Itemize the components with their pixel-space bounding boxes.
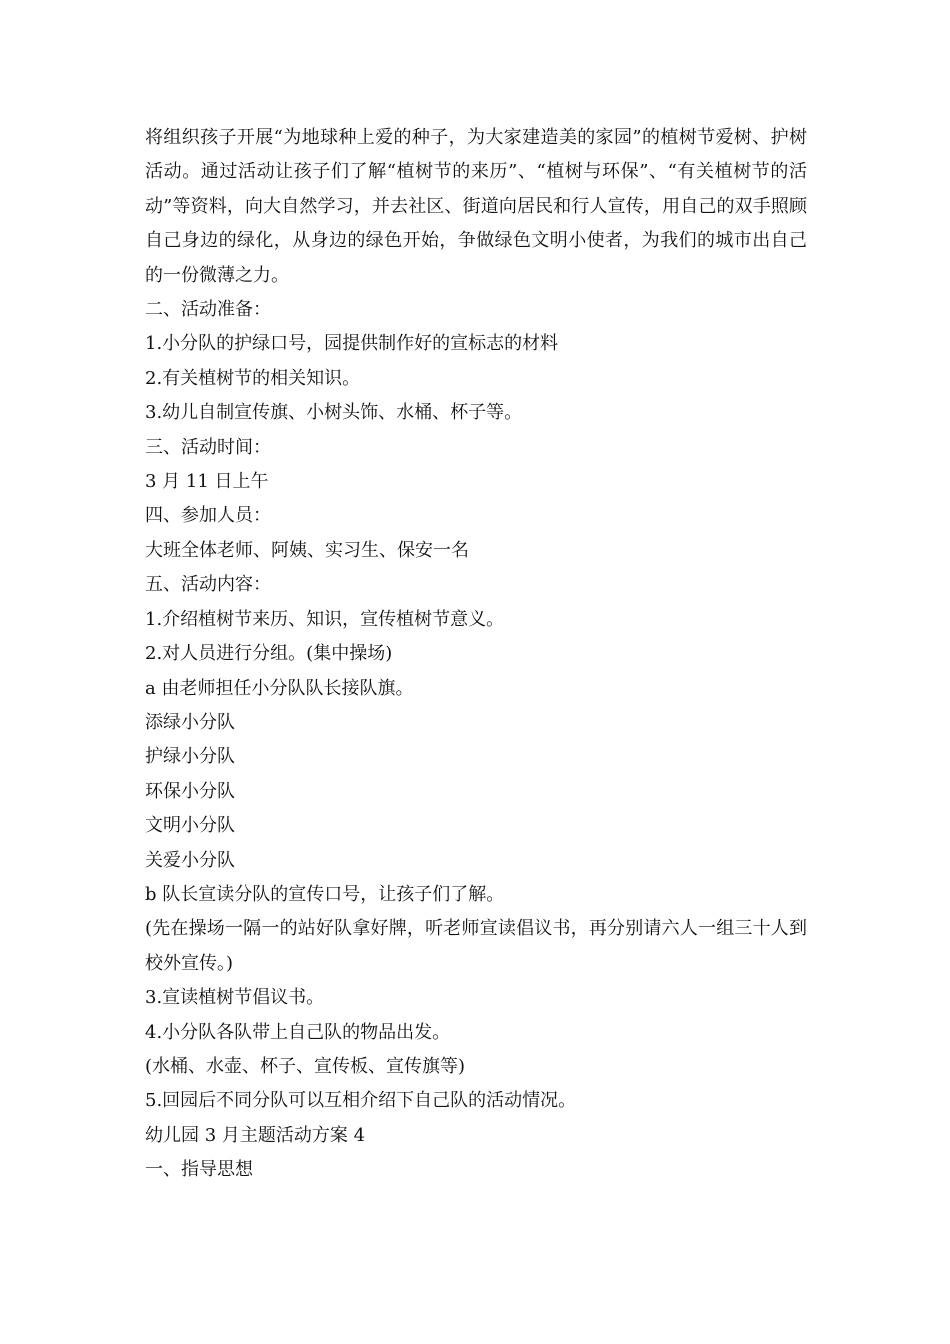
section-heading-participants: 四、参加人员： [145,505,271,527]
team-name: 环保小分队 [145,780,235,802]
plan-title: 幼儿园 3 月主题活动方案 4 [145,1124,366,1146]
list-item: 1.介绍植树节来历、知识，宣传植树节意义。 [145,608,505,630]
section-heading-guiding-ideas: 一、指导思想 [145,1159,253,1181]
list-item: b 队长宣读分队的宣传口号，让孩子们了解。 [145,883,505,905]
document-body [145,121,807,1188]
list-item: 2.对人员进行分组。(集中操场) [145,643,393,665]
list-item: 3.宣读植树节倡议书。 [145,987,325,1009]
list-item: 3.幼儿自制宣传旗、小树头饰、水桶、杯子等。 [145,402,523,424]
list-item: a 由老师担任小分队队长接队旗。 [145,677,414,699]
list-item: 5.回园后不同分队可以互相介绍下自己队的活动情况。 [145,1090,577,1112]
list-item: 2.有关植树节的相关知识。 [145,367,361,389]
team-name: 文明小分队 [145,815,235,837]
line-list-after [145,981,807,1187]
section-heading-preparation: 二、活动准备： [145,299,271,321]
team-name: 关爱小分队 [145,849,235,871]
line-list [145,293,807,912]
list-item: 1.小分队的护绿口号，园提供制作好的宣标志的材料 [145,333,559,355]
note-paragraph: (先在操场一隔一的站好队拿好牌，听老师宣读倡议书，再分别请六人一组三十人到校外宣传。) [145,918,807,974]
intro-paragraph: 将组织孩子开展“为地球种上爱的种子，为大家建造美的家园”的植树节爱树、护树活动。通过活动让孩子们了解“植树节的来历”、“植树与环保”、“有关植树节的活动”等资料，向大自然学习，并去社区、街道向居民和行人宣传，用自己的双手照顾自己身边的绿化，从身边的绿色开始，争做绿色文明小使者，为我们的城市出自己的一份微薄之力。 [145,127,807,286]
team-name: 添绿小分队 [145,711,235,733]
participants-text: 大班全体老师、阿姨、实习生、保安一名 [145,539,469,561]
list-item: (水桶、水壶、杯子、宣传板、宣传旗等) [145,1055,466,1077]
list-item: 4.小分队各队带上自己队的物品出发。 [145,1021,451,1043]
section-heading-time: 三、活动时间： [145,436,271,458]
activity-date: 3 月 11 日上午 [145,471,269,493]
section-heading-content: 五、活动内容： [145,574,271,596]
team-name: 护绿小分队 [145,746,235,768]
